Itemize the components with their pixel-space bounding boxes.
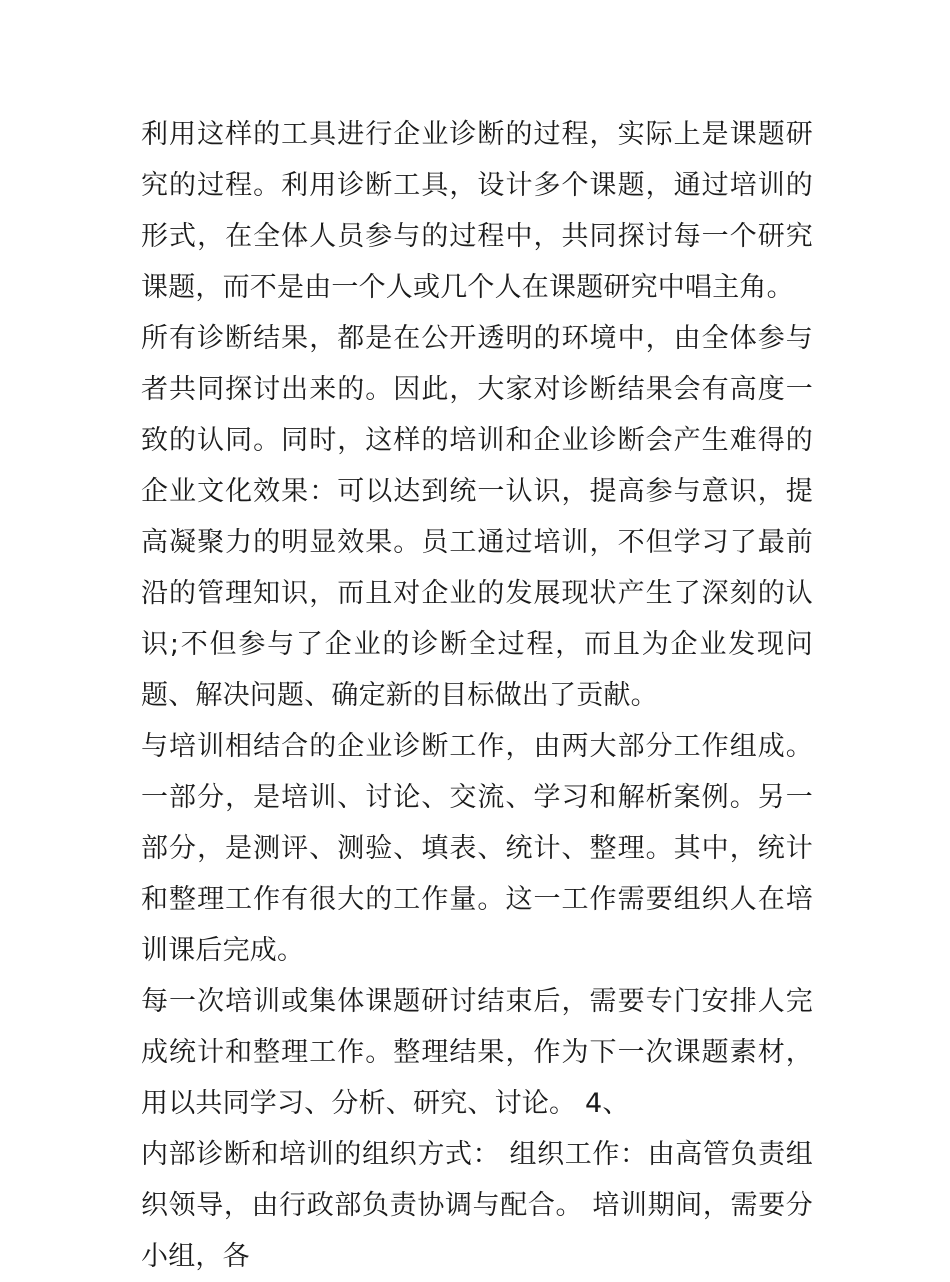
paragraph-5: 内部诊断和培训的组织方式： 组织工作：由高管负责组织领导，由行政部负责协调与配合。 培训期间，需要分小组，各: [141, 1139, 813, 1272]
paragraph-2: 所有诊断结果，都是在公开透明的环境中，由全体参与者共同探讨出来的。因此，大家对诊断结果会有高度一致的认同。同时，这样的培训和企业诊断会产生难得的企业文化效果：可以达到统一认识，提高参与意识，提高凝聚力的明显效果。员工通过培训，不但学习了最前沿的管理知识，而且对企业的发展现状产生了深刻的认识;不但参与了企业的诊断全过程，而且为企业发现问题、解决问题、确定新的目标做出了贡献。: [141, 323, 813, 711]
paragraph-1: 利用这样的工具进行企业诊断的过程，实际上是课题研究的过程。利用诊断工具，设计多个课题，通过培训的形式，在全体人员参与的过程中，共同探讨每一个研究课题，而不是由一个人或几个人在课题研究中唱主角。: [141, 119, 813, 303]
paragraph-3: 与培训相结合的企业诊断工作，由两大部分工作组成。一部分，是培训、讨论、交流、学习和解析案例。另一部分，是测评、测验、填表、统计、整理。其中，统计和整理工作有很大的工作量。这一工作需要组织人在培训课后完成。: [141, 731, 813, 966]
paragraph-4: 每一次培训或集体课题研讨结束后，需要专门安排人完成统计和整理工作。整理结果，作为下一次课题素材，用以共同学习、分析、研究、讨论。 4、: [141, 986, 813, 1119]
document-body: [141, 109, 813, 1282]
